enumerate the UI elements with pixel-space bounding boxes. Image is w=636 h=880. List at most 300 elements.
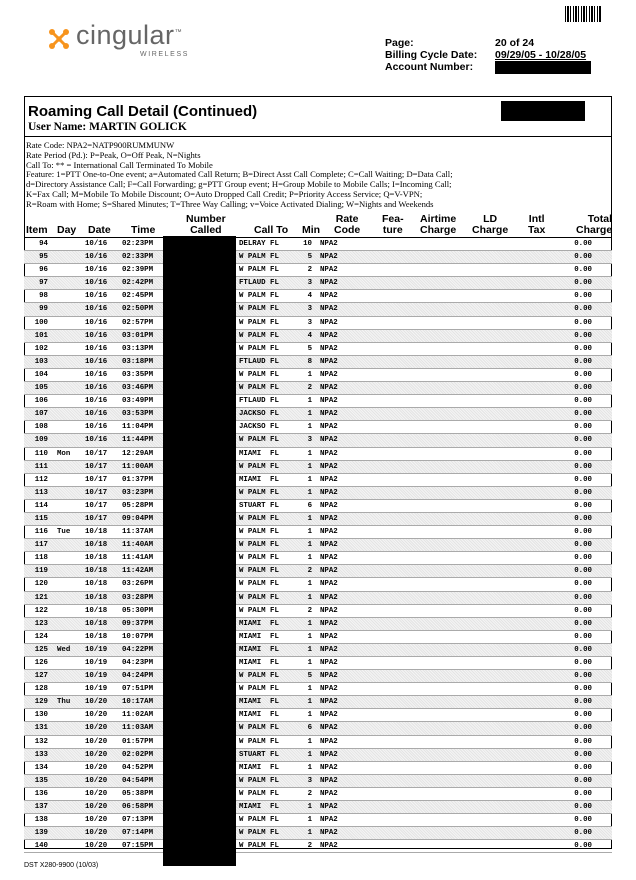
cell-total-charge: 0.00: [574, 763, 592, 772]
cell-date: 10/20: [85, 842, 108, 851]
cell-rate-code: NPA2: [320, 842, 338, 851]
cell-time: 03:23PM: [122, 488, 154, 497]
cell-min: 2: [307, 384, 312, 393]
table-row: [24, 487, 612, 500]
cell-call-to: MIAMI FL: [239, 619, 279, 628]
cell-rate-code: NPA2: [320, 436, 338, 445]
cell-date: 10/20: [85, 750, 108, 759]
cell-rate-code: NPA2: [320, 554, 338, 563]
table-row: [24, 762, 612, 775]
cell-date: 10/20: [85, 816, 108, 825]
cell-min: 1: [307, 829, 312, 838]
cell-rate-code: NPA2: [320, 488, 338, 497]
cell-min: 1: [307, 580, 312, 589]
cell-item: 100: [34, 318, 48, 327]
cell-call-to: W PALM FL: [239, 554, 279, 563]
cell-min: 1: [307, 737, 312, 746]
cell-date: 10/20: [85, 829, 108, 838]
cell-total-charge: 0.00: [574, 541, 592, 550]
cell-min: 1: [307, 593, 312, 602]
col-ld-charge: LD Charge: [472, 213, 509, 236]
cell-min: 1: [307, 449, 312, 458]
cell-time: 12:29AM: [122, 449, 154, 458]
cell-time: 02:39PM: [122, 266, 154, 275]
cell-time: 11:42AM: [122, 567, 154, 576]
cell-total-charge: 0.00: [574, 292, 592, 301]
cell-total-charge: 0.00: [574, 397, 592, 406]
cell-time: 04:23PM: [122, 659, 154, 667]
cell-call-to: DELRAY FL: [239, 240, 279, 248]
table-row: [24, 264, 612, 277]
cell-rate-code: NPA2: [320, 331, 338, 340]
cell-date: 10/16: [85, 423, 108, 432]
cell-rate-code: NPA2: [320, 514, 338, 523]
cell-min: 1: [307, 410, 312, 419]
cell-date: 10/17: [85, 488, 108, 497]
cell-call-to: W PALM FL: [239, 685, 279, 694]
cell-rate-code: NPA2: [320, 619, 338, 628]
col-item: Item: [26, 224, 48, 236]
cell-date: 10/20: [85, 789, 108, 798]
cell-total-charge: 0.00: [574, 436, 592, 445]
cell-total-charge: 0.00: [574, 803, 592, 812]
cell-call-to: W PALM FL: [239, 318, 279, 327]
cell-call-to: MIAMI FL: [239, 632, 279, 641]
cell-min: 1: [307, 528, 312, 537]
cell-item: 117: [34, 541, 48, 550]
cell-call-to: W PALM FL: [239, 567, 279, 576]
cell-time: 11:37AM: [122, 528, 154, 537]
cell-time: 02:42PM: [122, 279, 154, 288]
cell-time: 03:35PM: [122, 370, 154, 379]
cell-total-charge: 0.00: [574, 344, 592, 353]
cell-min: 6: [307, 724, 312, 733]
cell-day: Thu: [57, 698, 71, 707]
table-row: [24, 749, 612, 762]
cell-item: 98: [39, 292, 48, 301]
table-row: [24, 434, 612, 447]
cell-rate-code: NPA2: [320, 763, 338, 772]
cell-call-to: STUART FL: [239, 750, 279, 759]
cell-min: 1: [307, 659, 312, 667]
table-row: [24, 539, 612, 552]
cell-item: 129: [34, 698, 48, 707]
cell-rate-code: NPA2: [320, 803, 338, 812]
cell-total-charge: 0.00: [574, 423, 592, 432]
table-row: [24, 618, 612, 631]
cell-rate-code: NPA2: [320, 292, 338, 301]
legend-line: Rate Period (Pd.): P=Peak, O=Off Peak, N=Nights: [26, 149, 201, 160]
table-row: [24, 317, 612, 330]
cell-date: 10/20: [85, 737, 108, 746]
cell-call-to: W PALM FL: [239, 829, 279, 838]
cell-min: 1: [307, 698, 312, 707]
cell-rate-code: NPA2: [320, 357, 338, 366]
user-name: User Name: MARTIN GOLICK: [28, 121, 187, 133]
cell-time: 03:53PM: [122, 410, 154, 419]
cell-total-charge: 0.00: [574, 331, 592, 340]
cell-item: 115: [34, 514, 48, 523]
cell-item: 122: [34, 606, 48, 615]
cell-call-to: W PALM FL: [239, 344, 279, 353]
cell-time: 01:37PM: [122, 475, 154, 484]
cell-min: 2: [307, 789, 312, 798]
legend-line: d=Directory Assistance Call; F=Call Forwarding; g=PTT Group event; H=Group Mobile to Mobile Calls; I=Incoming Call;: [26, 179, 452, 190]
cell-item: 140: [34, 842, 48, 851]
cell-min: 1: [307, 763, 312, 772]
cell-date: 10/20: [85, 698, 108, 707]
cell-time: 11:03AM: [122, 724, 154, 733]
cell-call-to: MIAMI FL: [239, 803, 279, 812]
table-row: [24, 670, 612, 683]
cell-call-to: W PALM FL: [239, 436, 279, 445]
cell-item: 103: [34, 357, 48, 366]
cell-total-charge: 0.00: [574, 240, 592, 248]
cell-date: 10/20: [85, 763, 108, 772]
logo-subtitle: WIRELESS: [140, 51, 189, 58]
cell-day: Wed: [57, 645, 71, 654]
cell-rate-code: NPA2: [320, 266, 338, 275]
cell-total-charge: 0.00: [574, 789, 592, 798]
cell-date: 10/19: [85, 659, 108, 667]
cell-min: 1: [307, 711, 312, 720]
cell-date: 10/20: [85, 711, 108, 720]
col-number-called: Number Called: [186, 213, 226, 236]
cell-time: 04:24PM: [122, 672, 154, 681]
cell-min: 2: [307, 842, 312, 851]
cell-item: 116: [34, 528, 48, 537]
cell-rate-code: NPA2: [320, 789, 338, 798]
cell-item: 133: [34, 750, 48, 759]
cell-item: 107: [34, 410, 48, 419]
billing-value: 09/29/05 - 10/28/05: [495, 49, 587, 61]
table-row: [24, 408, 612, 421]
legend-line: Feature: 1=PTT One-to-One event; a=Automated Call Return; B=Direct Asst Call Complete; C=Call Waiting; D=Data Call;: [26, 169, 453, 180]
cell-call-to: FTLAUD FL: [239, 357, 279, 366]
cell-date: 10/16: [85, 318, 108, 327]
table-row: [24, 461, 612, 474]
cell-min: 3: [307, 279, 312, 288]
cell-call-to: W PALM FL: [239, 816, 279, 825]
cell-total-charge: 0.00: [574, 711, 592, 720]
cell-min: 5: [307, 253, 312, 262]
cell-time: 11:04PM: [122, 423, 154, 432]
cell-total-charge: 0.00: [574, 698, 592, 707]
cell-date: 10/18: [85, 554, 108, 563]
cell-total-charge: 0.00: [574, 580, 592, 589]
cell-date: 10/18: [85, 619, 108, 628]
cell-time: 02:33PM: [122, 253, 154, 262]
cell-item: 96: [39, 266, 48, 275]
cell-item: 136: [34, 789, 48, 798]
cell-total-charge: 0.00: [574, 724, 592, 733]
cell-item: 111: [34, 462, 48, 471]
cell-call-to: W PALM FL: [239, 724, 279, 733]
cell-rate-code: NPA2: [320, 829, 338, 838]
cell-total-charge: 0.00: [574, 318, 592, 327]
cell-rate-code: NPA2: [320, 423, 338, 432]
cell-min: 10: [303, 240, 312, 248]
cell-date: 10/17: [85, 501, 108, 510]
header-values: [495, 37, 586, 61]
table-row: [24, 395, 612, 408]
cell-item: 124: [34, 632, 48, 641]
cell-rate-code: NPA2: [320, 462, 338, 471]
cell-time: 07:13PM: [122, 816, 154, 825]
cell-rate-code: NPA2: [320, 685, 338, 694]
cell-date: 10/18: [85, 632, 108, 641]
table-row: [24, 526, 612, 539]
legend-line: Rate Code: NPA2=NATP900RUMMUNW: [26, 140, 175, 150]
cell-total-charge: 0.00: [574, 645, 592, 654]
cell-date: 10/17: [85, 462, 108, 471]
cell-date: 10/16: [85, 253, 108, 262]
table-row: [24, 657, 612, 670]
table-row: [24, 696, 612, 709]
cell-call-to: MIAMI FL: [239, 698, 279, 707]
cell-total-charge: 0.00: [574, 632, 592, 641]
cell-item: 114: [34, 501, 48, 510]
cell-day: Mon: [57, 449, 71, 458]
cell-time: 04:52PM: [122, 763, 154, 772]
cell-date: 10/18: [85, 580, 108, 589]
cell-rate-code: NPA2: [320, 698, 338, 707]
cell-min: 1: [307, 370, 312, 379]
cell-call-to: W PALM FL: [239, 370, 279, 379]
cell-time: 01:57PM: [122, 737, 154, 746]
form-number: DST X280-9900 (10/03): [24, 862, 99, 869]
table-row: [24, 814, 612, 827]
cell-call-to: MIAMI FL: [239, 475, 279, 484]
cell-time: 03:46PM: [122, 384, 154, 393]
divider: [24, 136, 612, 137]
table-row: [24, 683, 612, 696]
col-intl-tax: Intl Tax: [528, 213, 546, 236]
table-row: [24, 421, 612, 434]
cell-rate-code: NPA2: [320, 318, 338, 327]
cell-time: 02:50PM: [122, 305, 154, 314]
page-value: 20 of 24: [495, 37, 535, 49]
cell-total-charge: 0.00: [574, 672, 592, 681]
cell-rate-code: NPA2: [320, 253, 338, 262]
cell-time: 10:07PM: [122, 632, 154, 641]
table-row: [24, 290, 612, 303]
cell-min: 1: [307, 803, 312, 812]
cell-total-charge: 0.00: [574, 253, 592, 262]
cell-date: 10/16: [85, 370, 108, 379]
cell-rate-code: NPA2: [320, 750, 338, 759]
table-row: [24, 303, 612, 316]
cell-date: 10/19: [85, 645, 108, 654]
cell-total-charge: 0.00: [574, 554, 592, 563]
legend-line: Call To: ** = International Call Terminated To Mobile: [26, 159, 213, 170]
col-min: Min: [302, 224, 321, 236]
table-row: [24, 513, 612, 526]
cell-total-charge: 0.00: [574, 514, 592, 523]
cell-item: 105: [34, 384, 48, 393]
cell-time: 03:18PM: [122, 357, 154, 366]
cell-min: 2: [307, 266, 312, 275]
cell-time: 05:30PM: [122, 606, 154, 615]
col-time: Time: [131, 224, 156, 236]
cingular-x-icon: [48, 28, 70, 50]
cell-min: 3: [307, 318, 312, 327]
cell-time: 11:02AM: [122, 711, 154, 720]
cell-date: 10/16: [85, 397, 108, 406]
cell-total-charge: 0.00: [574, 606, 592, 615]
col-feature: Fea- ture: [382, 213, 404, 236]
cell-call-to: W PALM FL: [239, 514, 279, 523]
cell-date: 10/16: [85, 305, 108, 314]
col-day: Day: [57, 224, 77, 236]
cell-date: 10/16: [85, 331, 108, 340]
cell-date: 10/16: [85, 344, 108, 353]
cell-min: 8: [307, 357, 312, 366]
cell-time: 07:51PM: [122, 685, 154, 694]
cell-min: 3: [307, 305, 312, 314]
col-rate-code: Rate Code: [334, 213, 361, 236]
cell-min: 1: [307, 397, 312, 406]
cell-call-to: W PALM FL: [239, 593, 279, 602]
cell-date: 10/16: [85, 279, 108, 288]
cell-date: 10/16: [85, 266, 108, 275]
cell-rate-code: NPA2: [320, 645, 338, 654]
cell-date: 10/16: [85, 410, 108, 419]
cell-total-charge: 0.00: [574, 462, 592, 471]
cell-item: 101: [34, 331, 48, 340]
cell-rate-code: NPA2: [320, 724, 338, 733]
cell-date: 10/19: [85, 685, 108, 694]
cell-item: 134: [34, 763, 48, 772]
table-row: [24, 474, 612, 487]
table-row: [24, 722, 612, 735]
cell-date: 10/16: [85, 292, 108, 301]
cell-call-to: W PALM FL: [239, 305, 279, 314]
cell-time: 07:15PM: [122, 842, 154, 851]
cell-total-charge: 0.00: [574, 619, 592, 628]
cell-time: 03:49PM: [122, 397, 154, 406]
cell-time: 04:22PM: [122, 645, 154, 654]
cell-rate-code: NPA2: [320, 606, 338, 615]
cell-call-to: W PALM FL: [239, 462, 279, 471]
cell-rate-code: NPA2: [320, 475, 338, 484]
cell-call-to: W PALM FL: [239, 253, 279, 262]
cell-date: 10/18: [85, 593, 108, 602]
cell-rate-code: NPA2: [320, 593, 338, 602]
table-row: [24, 840, 612, 853]
cell-total-charge: 0.00: [574, 266, 592, 275]
cell-min: 1: [307, 750, 312, 759]
cell-total-charge: 0.00: [574, 842, 592, 851]
cell-time: 11:44PM: [122, 436, 154, 445]
cell-time: 11:40AM: [122, 541, 154, 550]
account-label: Account Number:: [385, 61, 474, 73]
table-row: [24, 644, 612, 657]
cell-time: 04:54PM: [122, 776, 154, 785]
account-redaction: [495, 61, 591, 74]
table-row: [24, 736, 612, 749]
cell-total-charge: 0.00: [574, 279, 592, 288]
cell-item: 102: [34, 344, 48, 353]
table-row: [24, 552, 612, 565]
section-title: Roaming Call Detail (Continued): [28, 103, 258, 120]
cell-min: 1: [307, 475, 312, 484]
cell-call-to: W PALM FL: [239, 488, 279, 497]
table-row: [24, 631, 612, 644]
cell-date: 10/18: [85, 541, 108, 550]
cell-call-to: W PALM FL: [239, 580, 279, 589]
header-labels: [385, 37, 477, 73]
cell-date: 10/16: [85, 357, 108, 366]
cell-item: 127: [34, 672, 48, 681]
cell-call-to: W PALM FL: [239, 672, 279, 681]
table-row: [24, 382, 612, 395]
logo-wordmark: cingular™: [76, 20, 183, 50]
cell-call-to: MIAMI FL: [239, 659, 279, 667]
cell-min: 5: [307, 672, 312, 681]
cell-rate-code: NPA2: [320, 776, 338, 785]
table-row: [24, 330, 612, 343]
page-label: Page:: [385, 37, 414, 49]
cell-rate-code: NPA2: [320, 397, 338, 406]
cell-call-to: MIAMI FL: [239, 449, 279, 458]
cell-date: 10/19: [85, 672, 108, 681]
cell-rate-code: NPA2: [320, 279, 338, 288]
cell-rate-code: NPA2: [320, 711, 338, 720]
cell-time: 02:57PM: [122, 318, 154, 327]
cell-min: 1: [307, 488, 312, 497]
cell-time: 02:45PM: [122, 292, 154, 301]
cell-total-charge: 0.00: [574, 567, 592, 576]
cell-min: 4: [307, 292, 312, 301]
cell-time: 03:13PM: [122, 344, 154, 353]
cell-date: 10/18: [85, 606, 108, 615]
col-call-to: Call To: [254, 224, 289, 236]
cell-item: 130: [34, 711, 48, 720]
table-row: [24, 578, 612, 591]
table-row: [24, 709, 612, 722]
cell-rate-code: NPA2: [320, 528, 338, 537]
cell-call-to: W PALM FL: [239, 528, 279, 537]
cell-time: 02:02PM: [122, 750, 154, 759]
call-table: [24, 238, 612, 853]
cell-rate-code: NPA2: [320, 580, 338, 589]
cell-min: 1: [307, 685, 312, 694]
cell-call-to: W PALM FL: [239, 331, 279, 340]
cell-time: 11:00AM: [122, 462, 154, 471]
legend-line: R=Roam with Home; S=Shared Minutes; T=Three Way Calling; v=Voice Activated Dialing; W=Nights and Weekends: [26, 198, 434, 209]
legend-line: K=Fax Call; M=Mobile To Mobile Discount; O=Auto Dropped Call Credit; P=Priority Access Service; Q=V-VPN;: [26, 188, 423, 199]
cell-call-to: W PALM FL: [239, 789, 279, 798]
cell-date: 10/20: [85, 803, 108, 812]
cell-call-to: MIAMI FL: [239, 645, 279, 654]
cell-total-charge: 0.00: [574, 750, 592, 759]
cell-rate-code: NPA2: [320, 816, 338, 825]
cell-item: 106: [34, 397, 48, 406]
cell-min: 1: [307, 619, 312, 628]
cell-call-to: MIAMI FL: [239, 711, 279, 720]
cell-item: 112: [34, 475, 48, 484]
cell-item: 120: [34, 580, 48, 589]
cell-min: 4: [307, 331, 312, 340]
cell-time: 07:14PM: [122, 829, 154, 838]
cell-total-charge: 0.00: [574, 475, 592, 484]
cell-time: 11:41AM: [122, 554, 154, 563]
cell-item: 126: [34, 659, 48, 667]
cell-total-charge: 0.00: [574, 370, 592, 379]
cell-min: 5: [307, 344, 312, 353]
cell-min: 1: [307, 541, 312, 550]
